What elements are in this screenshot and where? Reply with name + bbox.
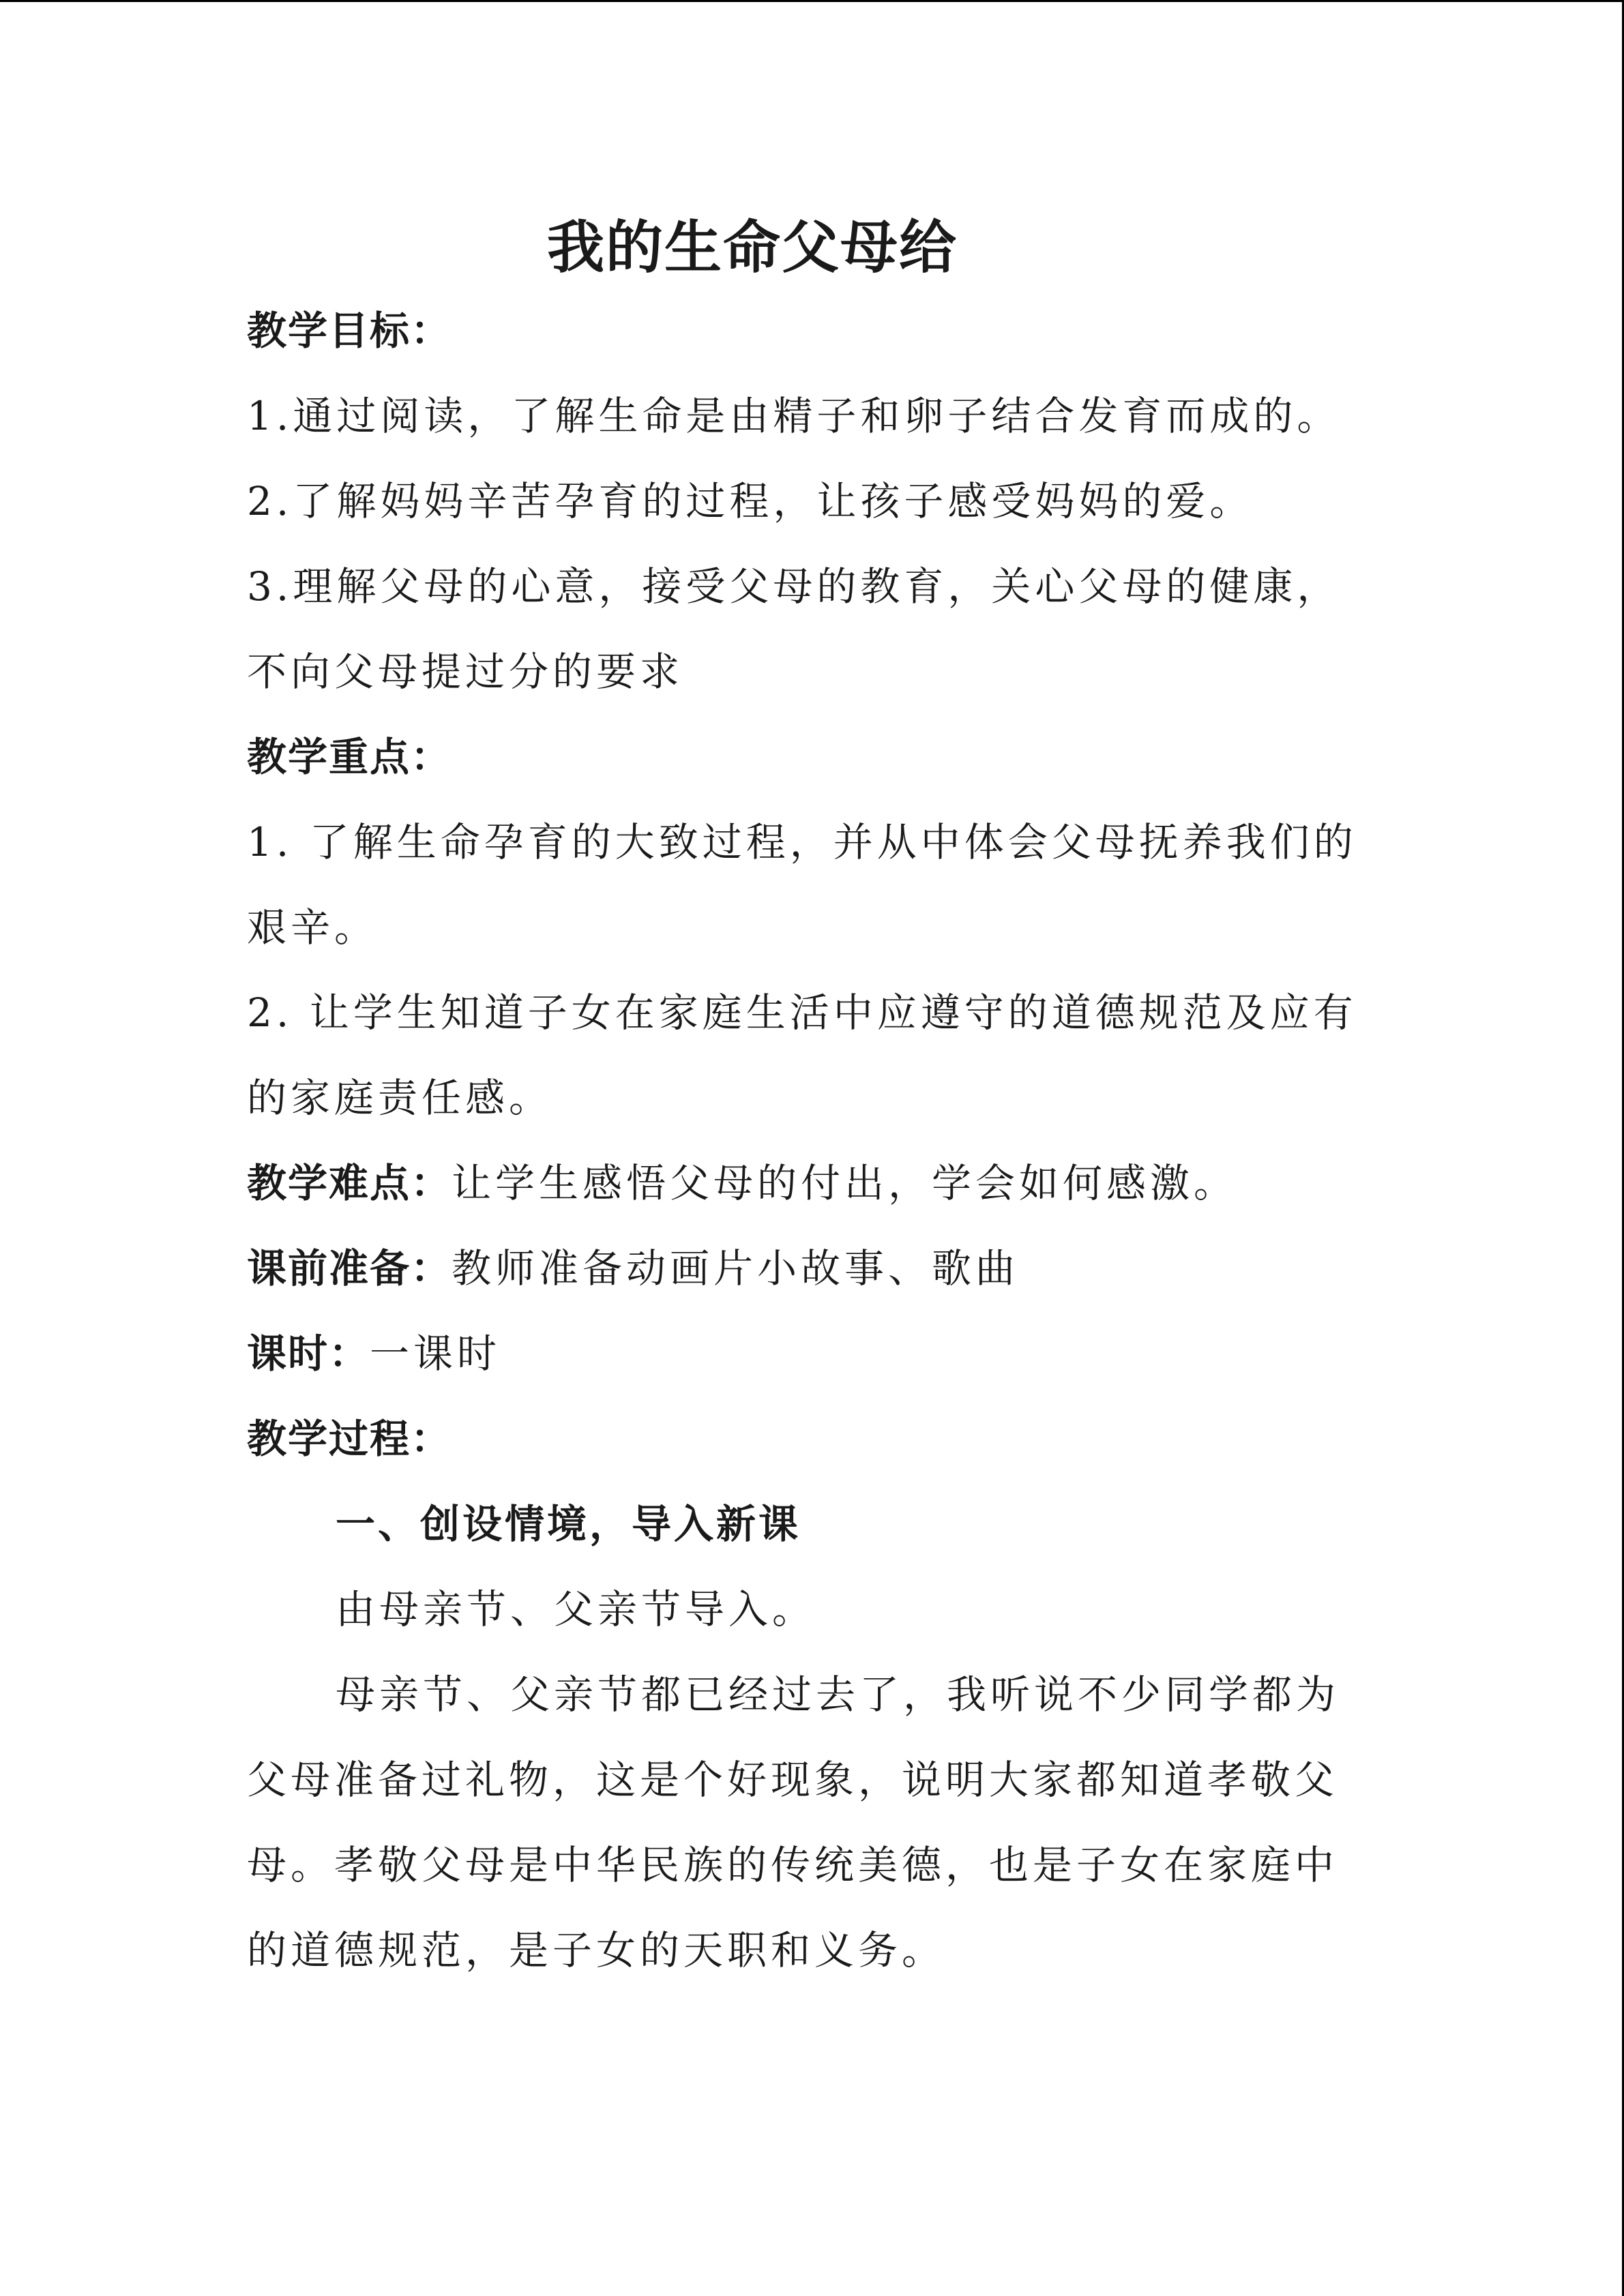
key-point-item-2-line-1: 2. 让学生知道子女在家庭生活中应遵守的道德规范及应有 [247, 989, 1357, 1036]
preparation-label: 课前准备： [247, 1245, 452, 1292]
preparation-line [247, 1236, 1019, 1294]
process-heading: 教学过程： [247, 1416, 452, 1462]
process-paragraph-2-line-4: 的道德规范，是子女的天职和义务。 [247, 1927, 946, 1973]
process-paragraph-1: 由母亲节、父亲节导入。 [336, 1586, 816, 1632]
difficulty-label: 教学难点： [247, 1160, 452, 1206]
key-point-item-2-line-2: 的家庭责任感。 [247, 1075, 553, 1121]
key-points-heading: 教学重点： [247, 734, 452, 780]
objective-item-2: 2.了解妈妈辛苦孕育的过程，让孩子感受妈妈的爱。 [247, 478, 1254, 524]
duration-text: 一课时 [370, 1330, 501, 1377]
difficulty-text: 让学生感悟父母的付出，学会如何感激。 [452, 1160, 1238, 1206]
document-title: 我的生命父母给 [547, 214, 958, 281]
objectives-heading: 教学目标： [247, 308, 452, 354]
duration-line [247, 1322, 501, 1379]
process-paragraph-2-line-2: 父母准备过礼物，这是个好现象，说明大家都知道孝敬父 [247, 1757, 1339, 1803]
objective-item-3-line-2: 不向父母提过分的要求 [247, 648, 684, 695]
process-paragraph-2-line-1: 母亲节、父亲节都已经过去了，我听说不少同学都为 [336, 1671, 1340, 1718]
key-point-item-1-line-2: 艰辛。 [247, 904, 379, 951]
page-border-top [0, 0, 1624, 2]
objective-item-1: 1.通过阅读，了解生命是由精子和卵子结合发育而成的。 [247, 393, 1341, 439]
preparation-text: 教师准备动画片小故事、歌曲 [452, 1245, 1020, 1292]
objective-item-3-line-1: 3.理解父母的心意，接受父母的教育，关心父母的健康， [247, 563, 1341, 610]
difficulty-line [247, 1151, 1237, 1208]
process-paragraph-2-line-3: 母。孝敬父母是中华民族的传统美德，也是子女在家庭中 [247, 1842, 1339, 1888]
duration-label: 课时： [247, 1330, 370, 1377]
section-1-title: 一、创设情境，导入新课 [336, 1501, 801, 1547]
key-point-item-1-line-1: 1. 了解生命孕育的大致过程，并从中体会父母抚养我们的 [247, 819, 1357, 865]
